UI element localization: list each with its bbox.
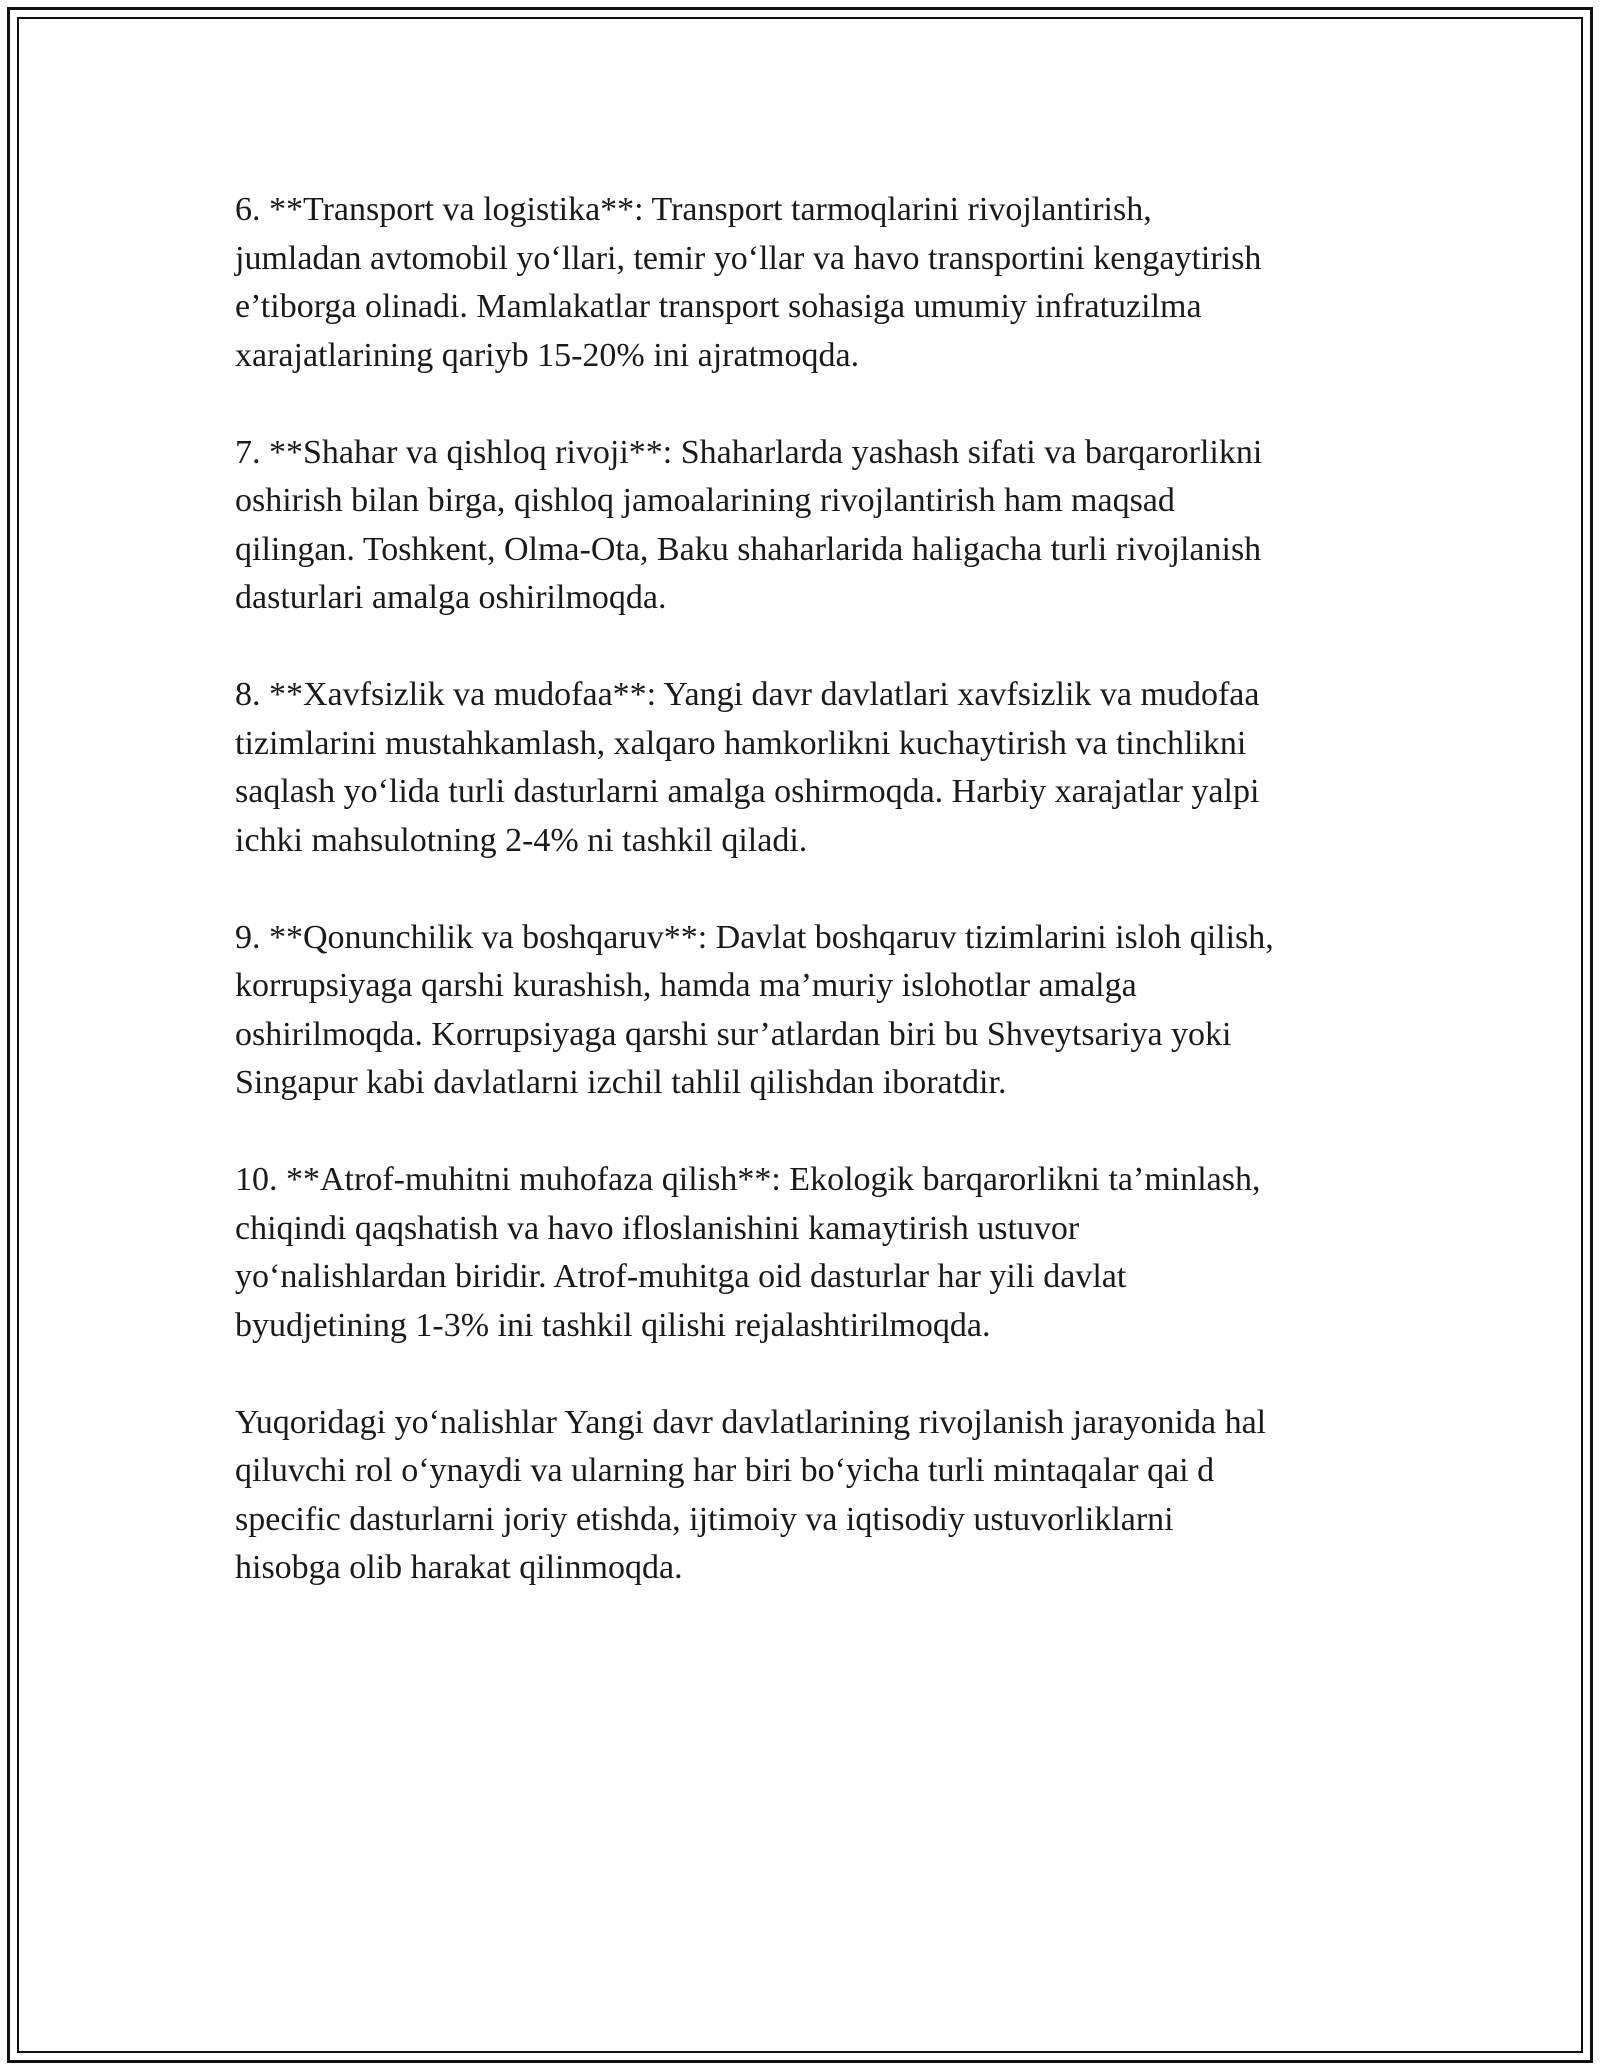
paragraph-urban-rural-development: 7. **Shahar va qishloq rivoji**: Shaharlarda yashash sifati va barqarorlikni oshirish bilan birga, qishloq jamoalarining rivojlantirish ham maqsad qilingan. Toshkent, Olma-Ota, Baku shaharlarida haligacha turli rivojlanish dasturlari amalga oshirilmoqda. bbox=[235, 433, 1263, 616]
paragraph-security-defense: 8. **Xavfsizlik va mudofaa**: Yangi davr davlatlari xavfsizlik va mudofaa tizimlarini mustahkamlash, xalqaro hamkorlikni kuchaytirish va tinchlikni saqlash yo‘lida turli dasturlarni amalga oshirmoqda. Harbiy xarajatlar yalpi ichki mahsulotning 2-4% ni tashkil qiladi. bbox=[235, 676, 1260, 859]
paragraph-environment-protection: 10. **Atrof-muhitni muhofaza qilish**: Ekologik barqarorlikni ta’minlash, chiqindi qaqshatish va havo ifloslanishini kamaytirish ustuvor yo‘nalishlardan biridir. Atrof-muhitga oid dasturlar har yili davlat byudjetining 1-3% ini tashkil qilishi rejalashtirilmoqda. bbox=[235, 1161, 1261, 1344]
paragraph-legislation-governance: 9. **Qonunchilik va boshqaruv**: Davlat boshqaruv tizimlarini isloh qilish, korrupsiyaga qarshi kurashish, hamda ma’muriy islohotlar amalga oshirilmoqda. Korrupsiyaga qarshi sur’atlardan biri bu Shveytsariya yoki Singapur kabi davlatlarni izchil tahlil qilishdan iboratdir. bbox=[235, 918, 1274, 1101]
paragraph-conclusion: Yuqoridagi yo‘nalishlar Yangi davr davlatlarining rivojlanish jarayonida hal qiluvchi rol o‘ynaydi va ularning har biri bo‘yicha turli mintaqalar qai d specific dasturlarni joriy etishda, ijtimoiy va iqtisodiy ustuvorliklarni hisobga olib harakat qilinmoqda. bbox=[235, 1403, 1267, 1586]
paragraph-transport-logistics: 6. **Transport va logistika**: Transport tarmoqlarini rivojlantirish, jumladan avtomobil yo‘llari, temir yo‘llar va havo transportini kengaytirish e’tiborga olinadi. Mamlakatlar transport sohasiga umumiy infratuzilma xarajatlarining qariyb 15-20% ini ajratmoqda. bbox=[235, 191, 1262, 374]
document-body bbox=[235, 186, 1375, 1593]
